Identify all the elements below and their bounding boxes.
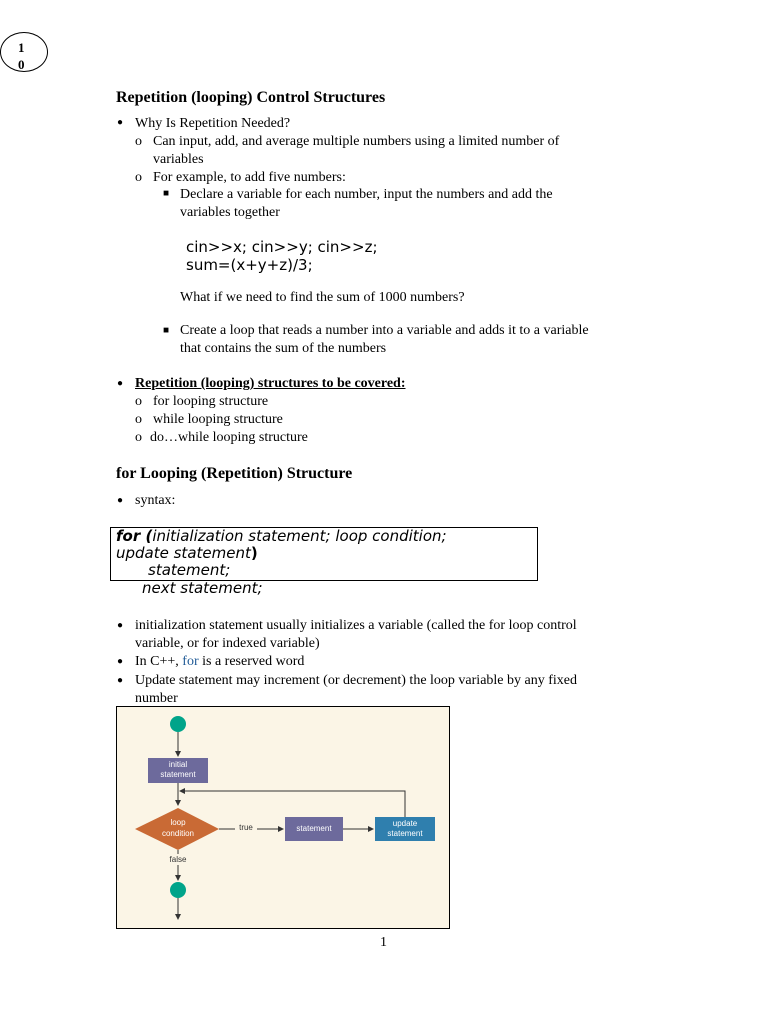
initial-line-2: statement — [160, 770, 196, 779]
bullet-dot: ● — [117, 620, 124, 631]
for-loop-flowchart — [116, 706, 450, 929]
para-reserved-rest: is a reserved word — [198, 654, 305, 669]
bullet-create-loop-l2: that contains the sum of the numbers — [180, 341, 387, 356]
bullet-for-example: For example, to add five numbers: — [153, 170, 346, 185]
start-node — [170, 716, 186, 732]
sub-bullet-o: o — [135, 430, 142, 445]
update-statement-label — [375, 819, 435, 839]
sub-bullet-o: o — [135, 134, 142, 149]
list-for-looping: for looping structure — [153, 394, 269, 409]
keyword-for: for — [182, 654, 199, 669]
bullet-declare-l2: variables together — [180, 205, 280, 220]
page-badge-line1: 1 — [18, 40, 25, 55]
bullet-create-loop-l1: Create a loop that reads a number into a variable and adds it to a variable — [180, 323, 589, 338]
bullet-why: Why Is Repetition Needed? — [135, 116, 291, 131]
sub-bullet-o: o — [135, 394, 142, 409]
syntax-for-keyword: for ( — [116, 527, 153, 545]
initial-line-1: initial — [168, 760, 188, 769]
page-badge-line2: 0 — [18, 57, 25, 72]
bullet-dot: ● — [117, 117, 124, 128]
page-number: 1 — [380, 935, 387, 950]
sub-bullet-o: o — [135, 170, 142, 185]
para-reserved-word — [135, 653, 304, 671]
bullet-dot: ● — [117, 656, 124, 667]
loop-condition-label — [148, 817, 208, 839]
bullet-structures-covered: Repetition (looping) structures to be covered: — [135, 376, 406, 391]
update-line-2: statement — [387, 829, 423, 838]
syntax-close-paren: ) — [250, 544, 258, 562]
syntax-label: syntax: — [135, 493, 176, 508]
para-in-cpp: In C++, — [135, 654, 183, 669]
para-update-l1: Update statement may increment (or decrement) the loop variable by any fixed — [135, 673, 577, 688]
syntax-line-1 — [116, 528, 447, 545]
bullet-dot: ● — [117, 378, 124, 389]
bullet-declare-l1: Declare a variable for each number, input the numbers and add the — [180, 187, 553, 202]
para-update-l2: number — [135, 691, 178, 706]
syntax-update: update statement — [116, 544, 251, 562]
bullet-can-input-l1: Can input, add, and average multiple numbers using a limited number of — [153, 134, 560, 149]
bullet-can-input-l2: variables — [153, 152, 204, 167]
syntax-statement: statement; — [148, 561, 231, 579]
loop-line-1: loop — [170, 818, 186, 827]
section-title-repetition: Repetition (looping) Control Structures — [116, 89, 386, 106]
loop-line-2: condition — [161, 829, 195, 838]
para-init-l1: initialization statement usually initializes a variable (called the for loop control — [135, 618, 577, 633]
code-line-1: cin>>x; cin>>y; cin>>z; — [186, 238, 378, 256]
false-label: false — [169, 855, 187, 864]
bullet-dot: ● — [117, 675, 124, 686]
sub-bullet-o: o — [135, 412, 142, 427]
end-node — [170, 882, 186, 898]
para-init-l2: variable, or for indexed variable) — [135, 636, 320, 651]
syntax-line-2 — [116, 545, 258, 562]
true-label: true — [239, 823, 253, 832]
list-while-looping: while looping structure — [153, 412, 283, 427]
syntax-init-condition: initialization statement; loop condition; — [152, 527, 447, 545]
loop-back-arrow — [180, 791, 405, 817]
list-do-while-looping: do…while looping structure — [150, 430, 308, 445]
code-line-2: sum=(x+y+z)/3; — [186, 256, 313, 274]
section-title-for-looping: for Looping (Repetition) Structure — [116, 465, 353, 482]
bullet-dot: ● — [117, 495, 124, 506]
syntax-next-statement: next statement; — [142, 579, 263, 597]
initial-statement-label — [148, 760, 208, 780]
statement-label: statement — [296, 824, 332, 833]
update-line-1: update — [392, 819, 418, 828]
what-if-text: What if we need to find the sum of 1000 numbers? — [180, 290, 465, 305]
square-bullet: ■ — [163, 188, 170, 199]
square-bullet: ■ — [163, 325, 170, 336]
